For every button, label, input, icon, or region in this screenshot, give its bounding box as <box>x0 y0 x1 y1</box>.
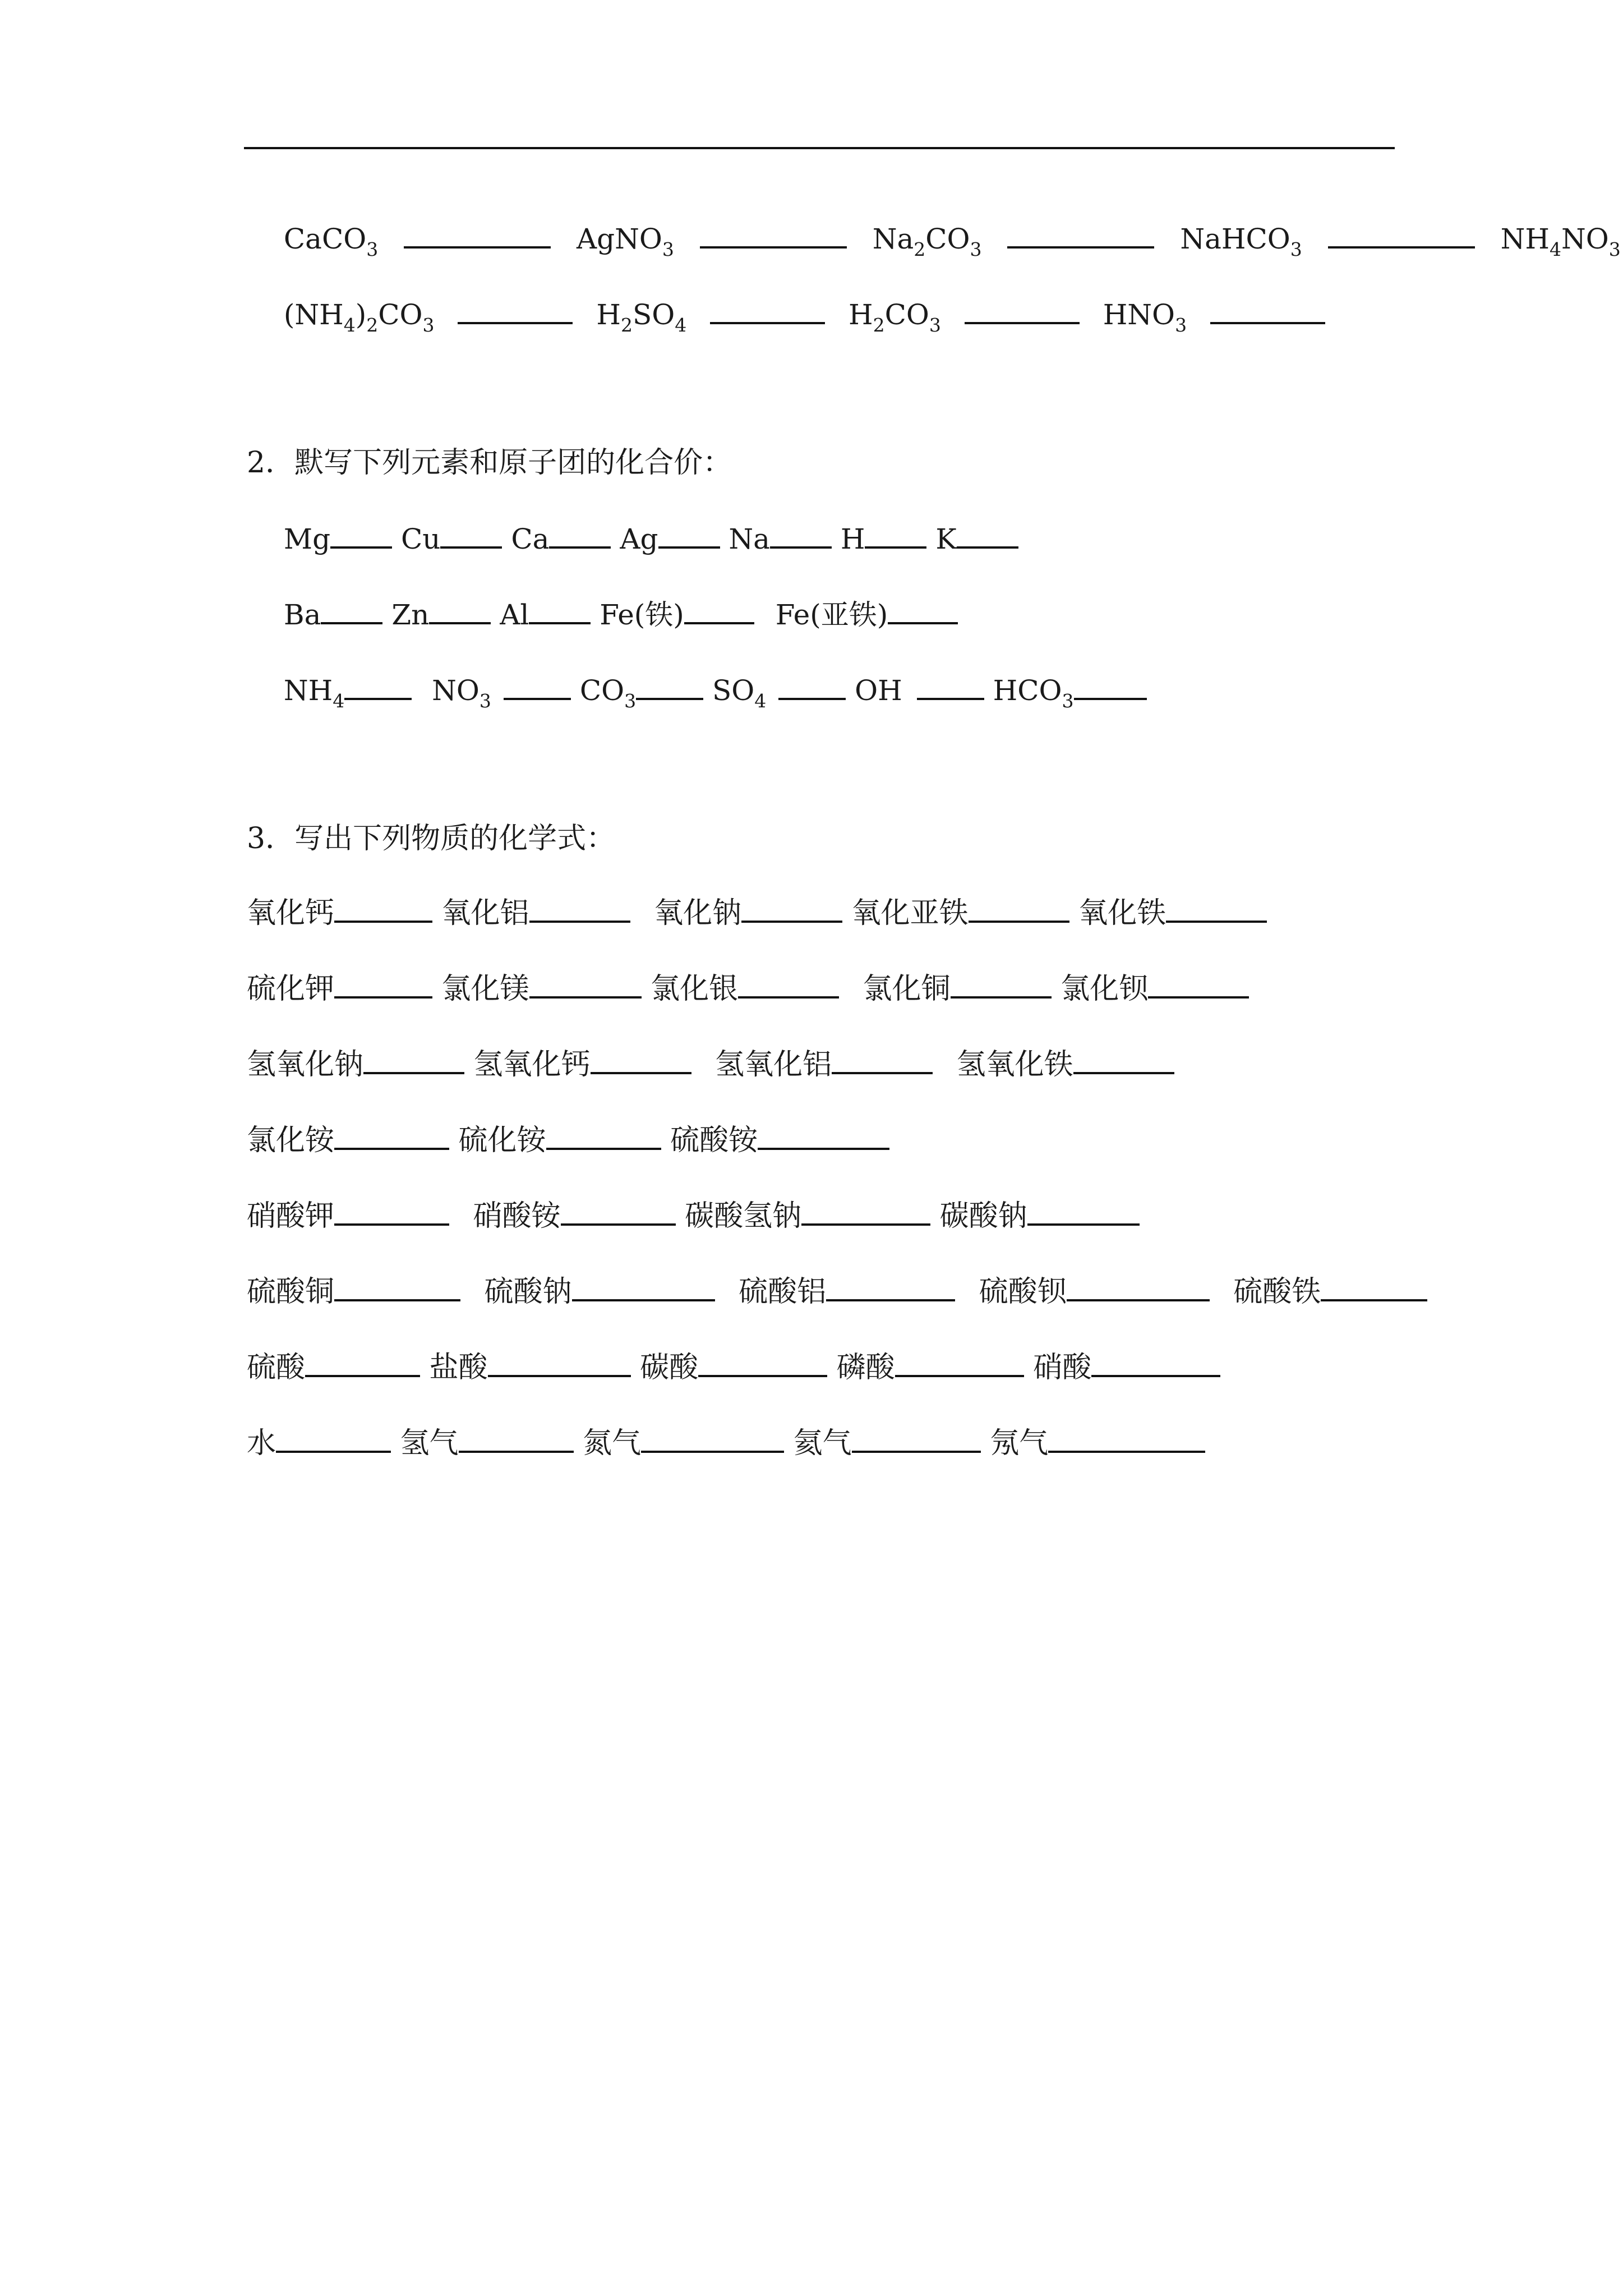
formula: $NH_4NO_3$ <box>1500 223 1621 260</box>
substance-name: 氢气 <box>400 1427 459 1460</box>
answer-blank[interactable] <box>888 597 958 624</box>
answer-blank[interactable] <box>1210 297 1325 324</box>
answer-blank[interactable] <box>969 896 1069 923</box>
answer-blank[interactable] <box>741 896 842 923</box>
answer-blank[interactable] <box>549 522 611 549</box>
substance-name: 碳酸钠 <box>939 1199 1027 1233</box>
q2-row-3 <box>247 673 1147 712</box>
substance-name: 氖气 <box>990 1427 1049 1460</box>
answer-blank[interactable] <box>572 1274 715 1301</box>
answer-blank[interactable] <box>344 673 412 700</box>
answer-blank[interactable] <box>865 522 926 549</box>
answer-blank[interactable] <box>641 1426 784 1453</box>
formula: $(NH_4)_2CO_3$ <box>283 298 435 336</box>
q1-row-1 <box>247 222 1621 260</box>
substance-name: 碳酸氢钠 <box>685 1199 802 1233</box>
element-symbol: Fe(铁) <box>600 599 684 631</box>
answer-blank[interactable] <box>1321 1274 1427 1301</box>
answer-blank[interactable] <box>710 297 825 324</box>
radical-formula: $NH_4$ <box>283 674 345 712</box>
element-symbol: Na <box>728 523 770 555</box>
answer-blank[interactable] <box>429 597 491 624</box>
q3-row-3 <box>247 1047 1174 1081</box>
answer-blank[interactable] <box>1007 222 1154 249</box>
substance-name: 硫酸钠 <box>484 1275 572 1309</box>
answer-blank[interactable] <box>561 1199 676 1226</box>
answer-blank[interactable] <box>330 522 392 549</box>
answer-blank[interactable] <box>591 1047 691 1074</box>
element-symbol: H <box>840 523 865 555</box>
formula: $HNO_3$ <box>1103 298 1187 336</box>
substance-name: 硫化钾 <box>247 972 335 1006</box>
substance-name: 氯化银 <box>651 972 739 1006</box>
answer-blank[interactable] <box>758 1123 889 1150</box>
answer-blank[interactable] <box>504 673 571 700</box>
radical-formula: $HCO_3$ <box>993 674 1074 712</box>
substance-name: 硫酸铵 <box>670 1124 758 1157</box>
q3-heading: 3．写出下列物质的化学式： <box>247 822 616 855</box>
substance-name: 氯化镁 <box>441 972 529 1006</box>
substance-name: 氮气 <box>583 1427 642 1460</box>
q1-row-2 <box>247 297 1327 336</box>
substance-name: 水 <box>247 1427 276 1460</box>
answer-blank[interactable] <box>684 597 754 624</box>
answer-blank[interactable] <box>334 896 432 923</box>
formula: CaCO$_3$ <box>283 223 379 260</box>
answer-blank[interactable] <box>852 1426 981 1453</box>
q3-row-1 <box>247 896 1267 930</box>
radical-formula: $NO_3$ <box>432 674 491 712</box>
q3-row-2 <box>247 972 1249 1005</box>
answer-blank[interactable] <box>334 1123 449 1150</box>
answer-blank[interactable] <box>698 1350 827 1377</box>
q2-heading: 2．默写下列元素和原子团的化合价： <box>247 446 732 480</box>
element-symbol: Cu <box>401 523 441 555</box>
substance-name: 磷酸 <box>836 1351 895 1384</box>
answer-blank[interactable] <box>700 222 847 249</box>
substance-name: 硫化铵 <box>458 1124 546 1157</box>
answer-blank[interactable] <box>801 1199 930 1226</box>
answer-blank[interactable] <box>305 1350 420 1377</box>
answer-blank[interactable] <box>965 297 1080 324</box>
answer-blank[interactable] <box>404 222 551 249</box>
answer-blank[interactable] <box>546 1123 661 1150</box>
q3-row-6 <box>247 1274 1427 1308</box>
substance-name: 氯化铜 <box>863 972 951 1006</box>
substance-name: 氧化铝 <box>441 896 529 930</box>
answer-blank[interactable] <box>895 1350 1024 1377</box>
answer-blank[interactable] <box>1048 1426 1205 1453</box>
answer-blank[interactable] <box>951 972 1052 999</box>
answer-blank[interactable] <box>738 972 839 999</box>
radical-formula: $CO_3$ <box>579 674 637 712</box>
substance-name: 氢氧化铝 <box>715 1048 832 1082</box>
answer-blank[interactable] <box>658 522 720 549</box>
answer-blank[interactable] <box>832 1047 933 1074</box>
substance-name: 硫酸铁 <box>1233 1275 1321 1309</box>
formula: AgNO$_3$ <box>577 223 674 260</box>
element-symbol: Fe(亚铁) <box>775 599 888 631</box>
answer-blank[interactable] <box>636 673 703 700</box>
answer-blank[interactable] <box>1091 1350 1220 1377</box>
answer-blank[interactable] <box>957 522 1018 549</box>
formula: $H_2CO_3$ <box>849 298 941 336</box>
q2-row-1 <box>247 522 1018 555</box>
answer-blank[interactable] <box>276 1426 391 1453</box>
substance-name: 氯化钡 <box>1061 972 1149 1006</box>
substance-name: 硝酸 <box>1033 1351 1092 1384</box>
header-rule <box>244 147 1395 149</box>
answer-blank[interactable] <box>1166 896 1267 923</box>
element-symbol: Ag <box>620 523 658 555</box>
answer-blank[interactable] <box>1074 673 1147 700</box>
formula: $Na_2CO_3$ <box>872 223 982 260</box>
q3-row-7 <box>247 1350 1220 1384</box>
substance-name: 硫酸 <box>247 1351 306 1384</box>
answer-blank[interactable] <box>1148 972 1249 999</box>
substance-name: 氧化亚铁 <box>851 896 969 930</box>
substance-name: 硫酸铜 <box>247 1275 335 1309</box>
answer-blank[interactable] <box>778 673 846 700</box>
substance-name: 氢氧化铁 <box>956 1048 1073 1082</box>
substance-name: 氢氧化钠 <box>247 1048 364 1082</box>
answer-blank[interactable] <box>529 972 642 999</box>
answer-blank[interactable] <box>770 522 832 549</box>
q3-row-8 <box>247 1426 1205 1460</box>
answer-blank[interactable] <box>1328 222 1475 249</box>
substance-name: 碳酸 <box>640 1351 699 1384</box>
substance-name: 硝酸钾 <box>247 1199 335 1233</box>
q3-row-5 <box>247 1199 1140 1232</box>
answer-blank[interactable] <box>334 1199 449 1226</box>
answer-blank[interactable] <box>1073 1047 1174 1074</box>
substance-name: 氢氧化钙 <box>473 1048 591 1082</box>
answer-blank[interactable] <box>1067 1274 1210 1301</box>
answer-blank[interactable] <box>334 1274 460 1301</box>
substance-name: 硫酸铝 <box>739 1275 827 1309</box>
answer-blank[interactable] <box>458 297 573 324</box>
element-symbol: Ba <box>283 599 321 631</box>
radical-formula: $SO_4$ <box>712 674 767 712</box>
formula: NaHCO$_3$ <box>1180 223 1302 260</box>
substance-name: 氧化铁 <box>1078 896 1166 930</box>
q3-row-4 <box>247 1123 889 1157</box>
substance-name: 氯化铵 <box>247 1124 335 1157</box>
answer-blank[interactable] <box>334 972 432 999</box>
answer-blank[interactable] <box>826 1274 955 1301</box>
q2-row-2 <box>247 597 958 631</box>
substance-name: 盐酸 <box>429 1351 488 1384</box>
element-symbol: Zn <box>391 599 430 631</box>
answer-blank[interactable] <box>459 1426 574 1453</box>
substance-name: 氧化钠 <box>654 896 742 930</box>
radical-formula: OH <box>855 674 902 707</box>
substance-name: 氦气 <box>793 1427 852 1460</box>
substance-name: 硫酸钡 <box>979 1275 1067 1309</box>
answer-blank[interactable] <box>917 673 984 700</box>
substance-name: 硝酸铵 <box>473 1199 561 1233</box>
element-symbol: Al <box>500 599 529 631</box>
answer-blank[interactable] <box>440 522 502 549</box>
element-symbol: Mg <box>283 523 331 555</box>
substance-name: 氧化钙 <box>247 896 335 930</box>
answer-blank[interactable] <box>529 896 630 923</box>
formula: $H_2SO_4$ <box>596 298 687 336</box>
answer-blank[interactable] <box>488 1350 631 1377</box>
answer-blank[interactable] <box>321 597 382 624</box>
answer-blank[interactable] <box>1027 1199 1140 1226</box>
element-symbol: Ca <box>511 523 550 555</box>
element-symbol: K <box>935 523 957 555</box>
answer-blank[interactable] <box>363 1047 464 1074</box>
answer-blank[interactable] <box>529 597 591 624</box>
